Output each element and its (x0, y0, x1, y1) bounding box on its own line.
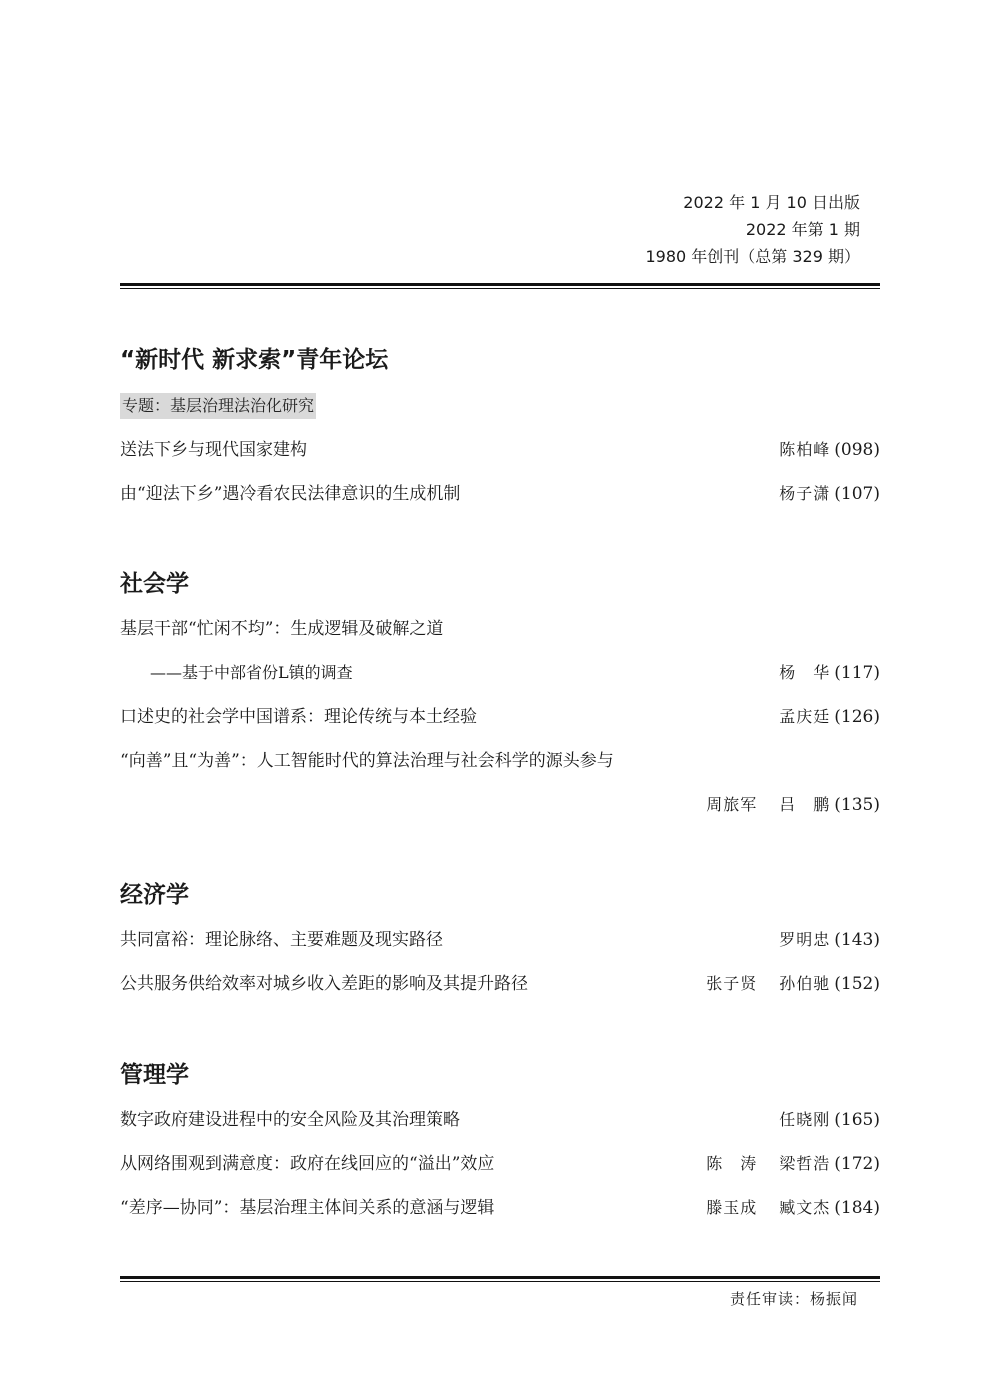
article-author: 陈 涛 (706, 1154, 758, 1173)
article-subtitle: ——基于中部省份L镇的调查 (150, 663, 353, 682)
article-page: (184) (834, 1198, 880, 1218)
article-row (120, 970, 880, 998)
article-title: 由“迎法下乡”遇冷看农民法律意识的生成机制 (120, 484, 461, 504)
footer-rule (120, 1276, 880, 1282)
article-row (120, 1194, 880, 1222)
responsible-reviewer: 责任审读：杨振闻 (729, 1290, 858, 1308)
section-heading-management: 管理学 (120, 1062, 189, 1088)
article-author: 杨子潇 (779, 484, 831, 503)
article-page: (172) (834, 1154, 880, 1174)
article-author: 梁哲浩 (779, 1154, 831, 1173)
article-title: 口述史的社会学中国谱系：理论传统与本土经验 (120, 707, 477, 727)
article-row (120, 747, 880, 775)
issue-number: 2022 年第 1 期 (745, 220, 860, 239)
article-page: (165) (834, 1110, 880, 1130)
article-author: 滕玉成 (706, 1198, 758, 1217)
header-rule (120, 283, 880, 289)
article-page: (143) (834, 930, 880, 950)
article-author: 张子贤 (706, 974, 758, 993)
article-author: 孙伯驰 (779, 974, 831, 993)
article-title: “向善”且“为善”：人工智能时代的算法治理与社会科学的源头参与 (120, 751, 614, 771)
article-author: 孟庆廷 (779, 707, 831, 726)
article-row (120, 436, 880, 464)
article-row (120, 1106, 880, 1134)
article-author: 周旅军 (706, 795, 758, 814)
article-author: 臧文杰 (779, 1198, 831, 1217)
section-heading-youth-forum: “新时代 新求索”青年论坛 (120, 347, 389, 373)
section-heading-economics: 经济学 (120, 882, 189, 908)
article-title: 基层干部“忙闲不均”：生成逻辑及破解之道 (120, 619, 444, 639)
article-page: (135) (834, 795, 880, 815)
article-author: 罗明忠 (779, 930, 831, 949)
article-page: (098) (834, 440, 880, 460)
article-title: 送法下乡与现代国家建构 (120, 440, 307, 460)
article-page: (117) (834, 663, 880, 683)
article-row (120, 659, 880, 687)
article-author: 任晓刚 (779, 1110, 831, 1129)
topic-label: 专题：基层治理法治化研究 (120, 393, 316, 419)
article-title: 从网络围观到满意度：政府在线回应的“溢出”效应 (120, 1154, 495, 1174)
article-author: 陈柏峰 (779, 440, 831, 459)
article-title: 公共服务供给效率对城乡收入差距的影响及其提升路径 (120, 974, 528, 994)
article-row (120, 926, 880, 954)
article-row (120, 480, 880, 508)
article-row (120, 1150, 880, 1178)
article-page: (152) (834, 974, 880, 994)
article-title: 共同富裕：理论脉络、主要难题及现实路径 (120, 930, 443, 950)
article-title: 数字政府建设进程中的安全风险及其治理策略 (120, 1110, 460, 1130)
section-heading-sociology: 社会学 (120, 571, 189, 597)
article-row (120, 615, 880, 643)
article-author: 吕 鹏 (779, 795, 831, 814)
article-row (120, 791, 880, 819)
founding-info: 1980 年创刊（总第 329 期） (645, 247, 860, 266)
article-page: (107) (834, 484, 880, 504)
article-title: “差序—协同”：基层治理主体间关系的意涵与逻辑 (120, 1198, 495, 1218)
article-row (120, 703, 880, 731)
article-author: 杨 华 (779, 663, 831, 682)
article-page: (126) (834, 707, 880, 727)
publication-date: 2022 年 1 月 10 日出版 (683, 193, 860, 212)
